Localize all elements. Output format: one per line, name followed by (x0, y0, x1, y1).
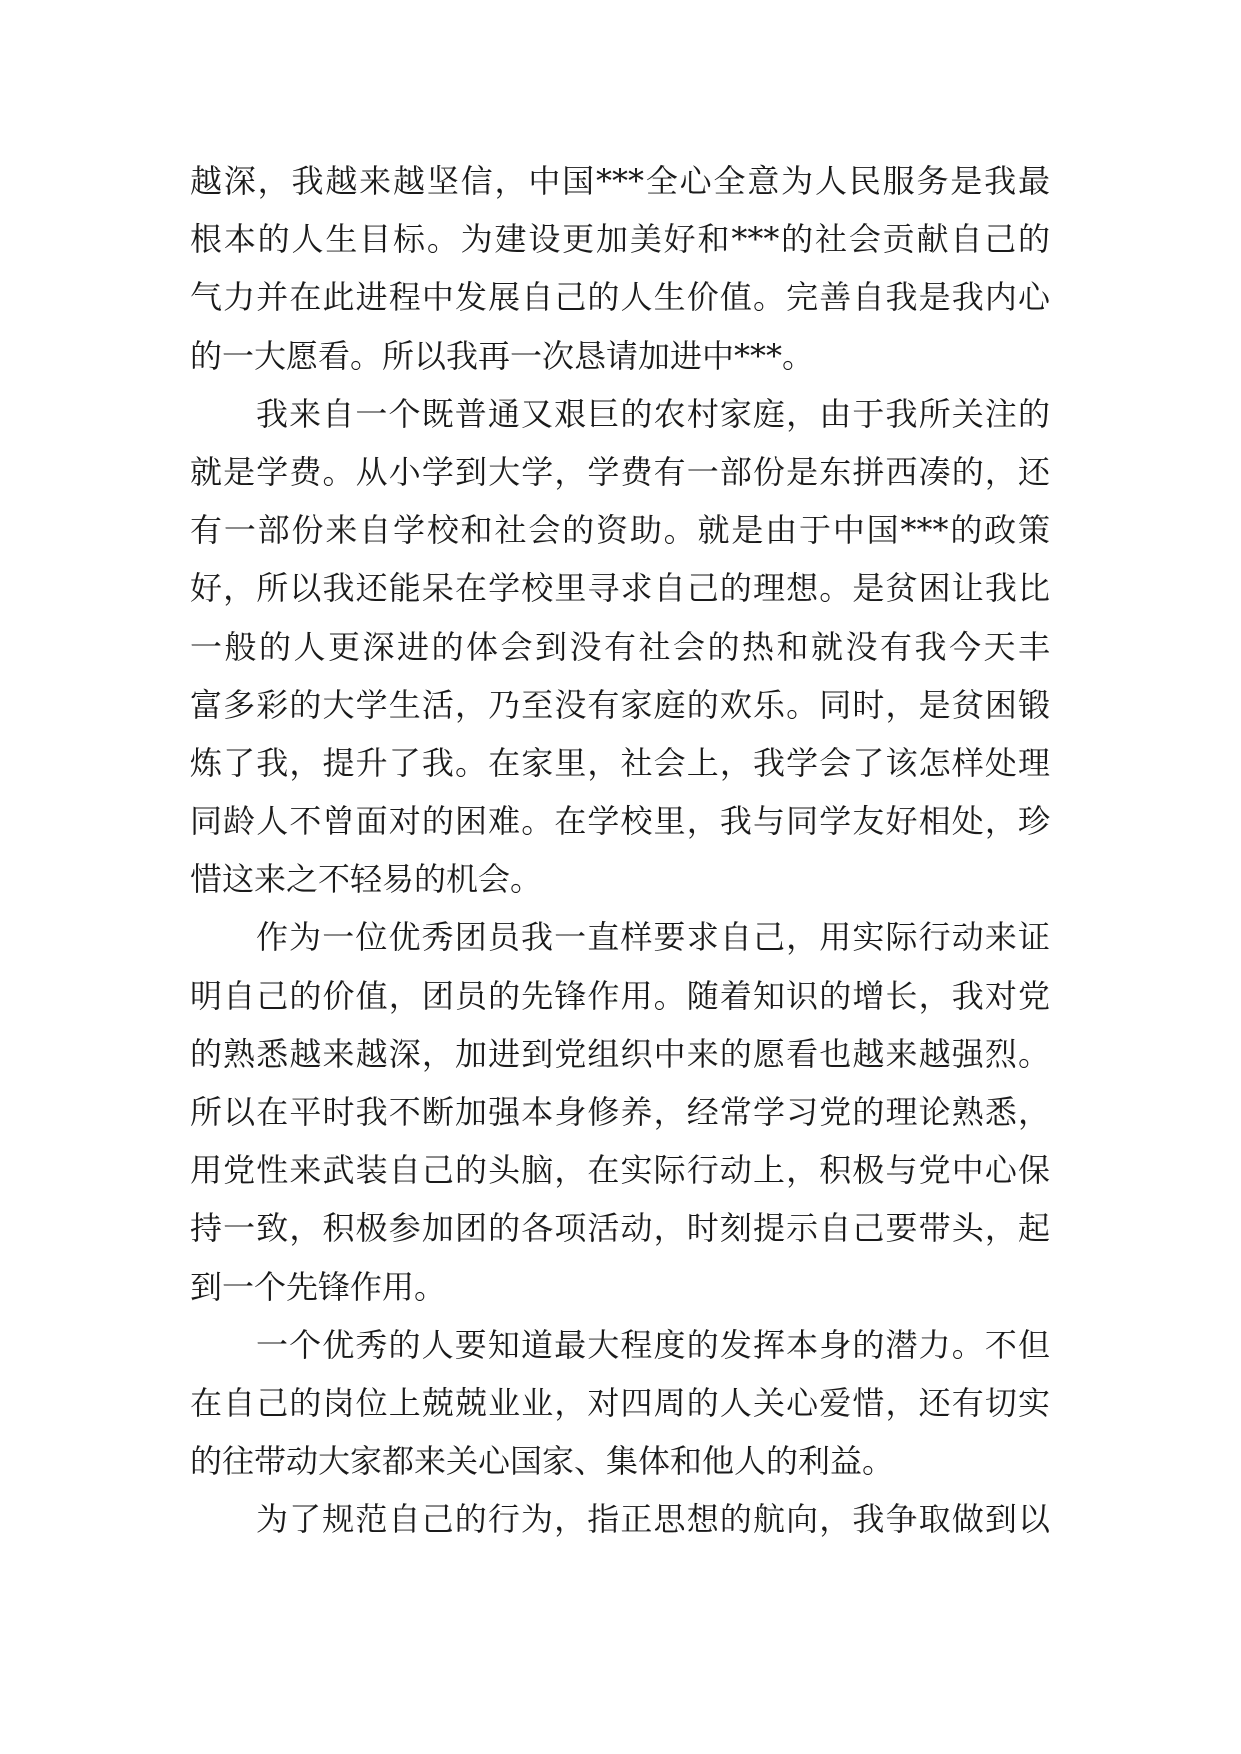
text-line: 的一大愿看。所以我再一次恳请加进中***。 (190, 336, 815, 375)
text-line: 同龄人不曾面对的困难。在学校里，我与同学友好相处，珍 (190, 802, 1050, 841)
text-line: 为了规范自己的行为，指正思想的航向，我争取做到以 (256, 1500, 1050, 1539)
text-line: 根本的人生目标。为建设更加美好和***的社会贡献自己的 (190, 220, 1050, 259)
text-line: 我来自一个既普通又艰巨的农村家庭，由于我所关注的 (256, 394, 1050, 433)
text-line: 有一部份来自学校和社会的资助。就是由于中国***的政策 (190, 511, 1050, 550)
text-line: 气力并在此进程中发展自己的人生价值。完善自我是我内心 (190, 278, 1050, 317)
text-line: 富多彩的大学生活，乃至没有家庭的欢乐。同时，是贫困锻 (190, 685, 1050, 724)
text-line: 作为一位优秀团员我一直样要求自己，用实际行动来证 (256, 918, 1050, 957)
text-line: 明自己的价值，团员的先锋作用。随着知识的增长，我对党 (190, 976, 1050, 1015)
text-line: 持一致，积极参加团的各项活动，时刻提示自己要带头，起 (190, 1209, 1050, 1248)
paragraph-1 (190, 152, 1050, 385)
paragraph-5 (190, 1490, 1050, 1548)
text-line: 一般的人更深进的体会到没有社会的热和就没有我今天丰 (190, 627, 1050, 666)
text-line: 在自己的岗位上兢兢业业，对四周的人关心爱惜，还有切实 (190, 1383, 1050, 1422)
paragraph-2 (190, 385, 1050, 909)
text-line: 所以在平时我不断加强本身修养，经常学习党的理论熟悉， (190, 1093, 1050, 1131)
paragraph-4 (190, 1316, 1050, 1491)
text-line: 就是学费。从小学到大学，学费有一部份是东拼西凑的，还 (190, 452, 1050, 491)
text-line: 的往带动大家都来关心国家、集体和他人的利益。 (190, 1442, 895, 1481)
document-body (190, 152, 1050, 1549)
text-line: 炼了我，提升了我。在家里，社会上，我学会了该怎样处理 (190, 743, 1050, 782)
text-line: 到一个先锋作用。 (190, 1267, 447, 1306)
text-line: 好，所以我还能呆在学校里寻求自己的理想。是贫困让我比 (190, 569, 1050, 608)
paragraph-3 (190, 908, 1050, 1315)
text-line: 越深，我越来越坚信，中国***全心全意为人民服务是我最 (190, 162, 1050, 200)
text-line: 用党性来武装自己的头脑，在实际行动上，积极与党中心保 (190, 1151, 1050, 1190)
text-line: 惜这来之不轻易的机会。 (190, 860, 543, 899)
text-line: 一个优秀的人要知道最大程度的发挥本身的潜力。不但 (256, 1325, 1050, 1364)
text-line: 的熟悉越来越深，加进到党组织中来的愿看也越来越强烈。 (190, 1034, 1050, 1073)
